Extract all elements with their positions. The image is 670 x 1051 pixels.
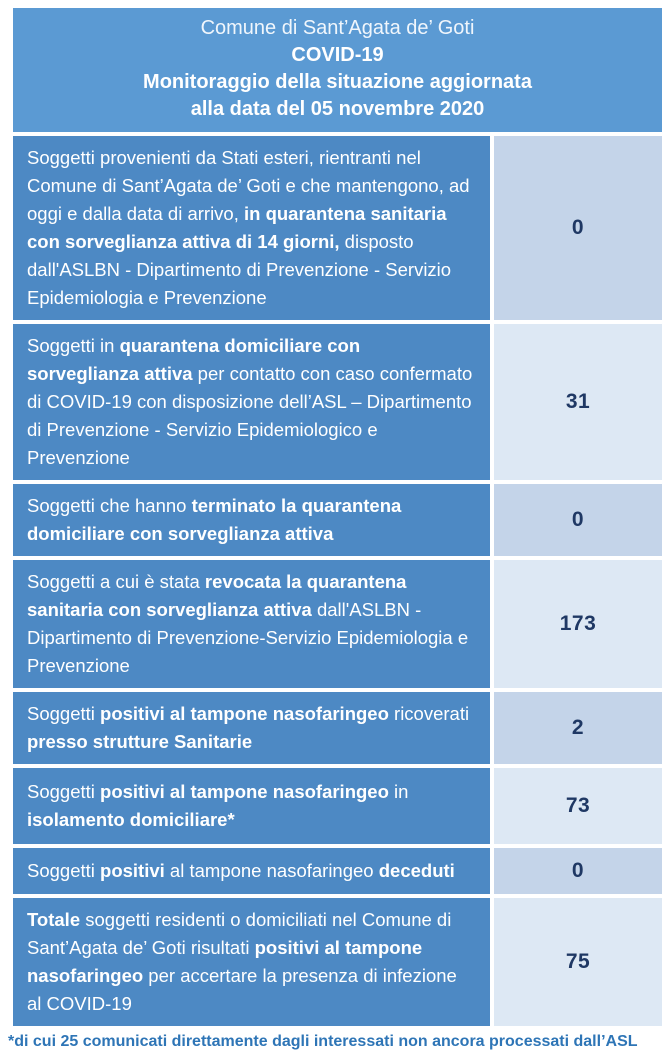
row-description-text: Totale soggetti residenti o domiciliati nel Comune di Sant’Agata de’ Goti risultati positivi al tampone nasofaringeo per accertare la presenza di infezione al COVID-19	[27, 909, 457, 1014]
row-description	[13, 324, 490, 480]
row-description	[13, 560, 490, 688]
row-description	[13, 136, 490, 320]
row-value: 2	[494, 692, 662, 764]
report-subtitle: Monitoraggio della situazione aggiornata	[143, 71, 532, 93]
report-date-line: alla data del 05 novembre 2020	[190, 98, 485, 120]
row-description-text: Soggetti in quarantena domiciliare con sorveglianza attiva per contatto con caso confermato di COVID-19 con disposizione dell’ASL – Dipartimento di Prevenzione - Servizio Epidemiologico e Prevenzione	[27, 335, 473, 468]
row-description-text: Soggetti a cui è stata revocata la quarantena sanitaria con sorveglianza attiva dall'ASLBN - Dipartimento di Prevenzione-Servizio Epidemiologia e Prevenzione	[27, 571, 469, 676]
row-description-text: Soggetti positivi al tampone nasofaringeo deceduti	[27, 860, 455, 881]
report-header	[13, 8, 662, 132]
row-description-text: Soggetti provenienti da Stati esteri, rientranti nel Comune di Sant’Agata de’ Goti e che mantengono, ad oggi e dalla data di arrivo, in quarantena sanitaria con sorveglianza attiva di 14 giorni, disposto dall'ASLBN - Dipartimento di Prevenzione - Servizio Epidemiologia e Prevenzione	[27, 147, 470, 308]
row-description-text: Soggetti positivi al tampone nasofaringeo in isolamento domiciliare*	[27, 781, 409, 830]
row-value: 75	[494, 898, 662, 1026]
row-description	[13, 848, 490, 894]
footnote: *di cui 25 comunicati direttamente dagli interessati non ancora processati dall’ASL	[8, 1033, 638, 1050]
row-value: 0	[494, 848, 662, 894]
monitoring-table	[13, 136, 662, 1026]
row-description-text: Soggetti positivi al tampone nasofaringeo ricoverati presso strutture Sanitarie	[27, 703, 470, 752]
row-value: 0	[494, 136, 662, 320]
row-value: 73	[494, 768, 662, 844]
row-value: 173	[494, 560, 662, 688]
row-value: 0	[494, 484, 662, 556]
municipality-title: Comune di Sant’Agata de’ Goti	[200, 17, 475, 39]
row-value: 31	[494, 324, 662, 480]
row-description	[13, 692, 490, 764]
row-description	[13, 768, 490, 844]
covid-label: COVID-19	[291, 44, 384, 66]
row-description	[13, 484, 490, 556]
row-description	[13, 898, 490, 1026]
row-description-text: Soggetti che hanno terminato la quarantena domiciliare con sorveglianza attiva	[27, 495, 402, 544]
